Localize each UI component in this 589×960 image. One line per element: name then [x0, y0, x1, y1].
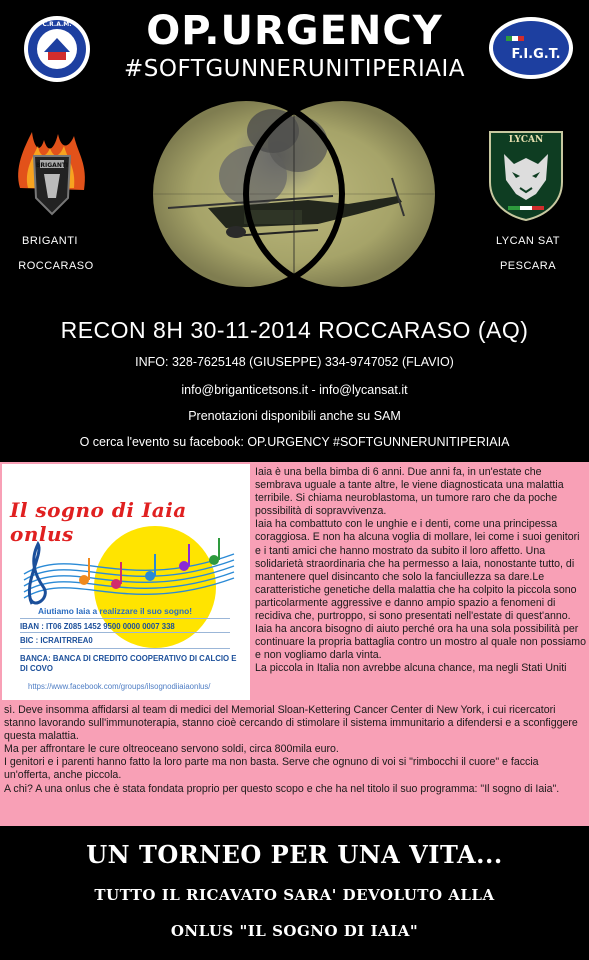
footer-line-3: ONLUS "IL SOGNO DI IAIA" [170, 922, 419, 940]
lycan-logo [486, 124, 566, 222]
footer-banner [0, 826, 589, 960]
charity-section [0, 462, 589, 826]
briganti-logo [14, 128, 90, 220]
briganti-logo-text: BRIGANTI [35, 162, 69, 169]
event-title: OP.URGENCY [146, 8, 443, 54]
card-divider [20, 632, 230, 633]
footer-line-2: TUTTO IL RICAVATO SARA' DEVOLUTO ALLA [94, 886, 495, 904]
left-team-name: BRIGANTI [22, 235, 78, 247]
charity-facebook-url[interactable]: https://www.facebook.com/groups/ilsognodiiaiaonlus/ [28, 682, 211, 691]
story-paragraph: Ma per affrontare le cure oltreoceano servono soldi, circa 800mila euro. [4, 743, 339, 756]
event-recon-line: RECON 8H 30-11-2014 ROCCARASO (AQ) [60, 317, 529, 343]
right-team-city: PESCARA [499, 260, 557, 272]
card-divider [20, 648, 230, 649]
story-paragraph: Iaia ha combattuto con le unghie e i denti, come una principessa coraggiosa. E non ha alcuna voglia di mollare, lei come i suoi genitori e i tanti amici che hanno mostrato da subito il loro affetto. Una solidarietà straordinaria che ha permesso a Iaia, nonostante tutto, di mantenere quel disincanto che solo la fanciullezza sa dare.Le caratteristiche genetiche della malattia che ha colpito la piccola sono particolarmente aggressive e danno ampio spazio a fenomeni di recidiva che, purtroppo, si sono presentati nell'estate di quest'anno. [255, 518, 580, 623]
charity-slogan: Aiutiamo Iaia a realizzare il suo sogno! [38, 606, 193, 616]
cram-logo [22, 14, 92, 84]
charity-iban: IBAN : IT06 Z085 1452 9500 0000 0007 338 [20, 622, 175, 631]
story-paragraph: I genitori e i parenti hanno fatto la loro parte ma non basta. Serve che ognuno di voi si "rimbocchi il cuore" e faccia un'offerta, anche piccola. [4, 756, 539, 782]
story-paragraph: Iaia ha ancora bisogno di aiuto perché ora ha una sola possibilità per continuare la propria battaglia contro un mostro al quale non possiamo e non vogliamo darla vinta. [255, 623, 586, 662]
story-column [255, 466, 587, 676]
binocular-scope-image [148, 96, 440, 292]
event-poster-header [0, 0, 589, 462]
figt-logo [488, 16, 574, 80]
facebook-note: O cerca l'evento su facebook: OP.URGENCY #SOFTGUNNERUNITIPERIAIA [79, 435, 510, 449]
event-hashtag: #SOFTGUNNERUNITIPERIAIA [123, 56, 465, 82]
info-emails: info@briganticetsons.it - info@lycansat.it [181, 383, 408, 397]
figt-logo-text: F.I.G.T. [511, 47, 561, 62]
lycan-logo-text: LYCAN [508, 135, 544, 145]
charity-card [2, 464, 250, 700]
left-team-city: ROCCARASO [18, 260, 94, 272]
story-paragraph: sì. Deve insomma affidarsi al team di medici del Memorial Sloan-Kettering Cancer Center di New York, i cui ricercatori stanno lavorando sull'immunoterapia, stanno cioè cercando di stimolare il sistema immunitario a difendersi e a sconfiggere questa malattia. [4, 704, 578, 743]
footer-headline: UN TORNEO PER UNA VITA... [86, 840, 503, 869]
charity-card-title: Il sogno di Iaia onlus [10, 498, 187, 546]
charity-bank: BANCA: BANCA DI CREDITO COOPERATIVO DI CALCIO E DI COVO [20, 654, 237, 673]
story-paragraph: Iaia è una bella bimba di 6 anni. Due anni fa, in un'estate che sembrava uguale a tante altre, le viene diagnosticata una malattia terribile. Si chiama neuroblastoma, un tumore raro che da poche possibilità di sopravvivenza. [255, 466, 564, 518]
story-paragraph: A chi? A una onlus che è stata fondata proprio per questo scopo e che ha nel titolo il suo programma: "Il sogno di Iaia". [4, 782, 560, 795]
cram-logo-text: C.R.A.M. [42, 21, 72, 28]
booking-note: Prenotazioni disponibili anche su SAM [188, 409, 401, 423]
card-divider [20, 618, 230, 619]
story-full-width [4, 704, 586, 796]
right-team-name: LYCAN SAT [496, 235, 560, 247]
charity-bic: BIC : ICRAITRREA0 [20, 636, 93, 645]
story-paragraph: La piccola in Italia non avrebbe alcuna chance, ma negli Stati Uniti [255, 662, 567, 675]
info-phones: INFO: 328-7625148 (GIUSEPPE) 334-9747052 (FLAVIO) [135, 355, 454, 369]
